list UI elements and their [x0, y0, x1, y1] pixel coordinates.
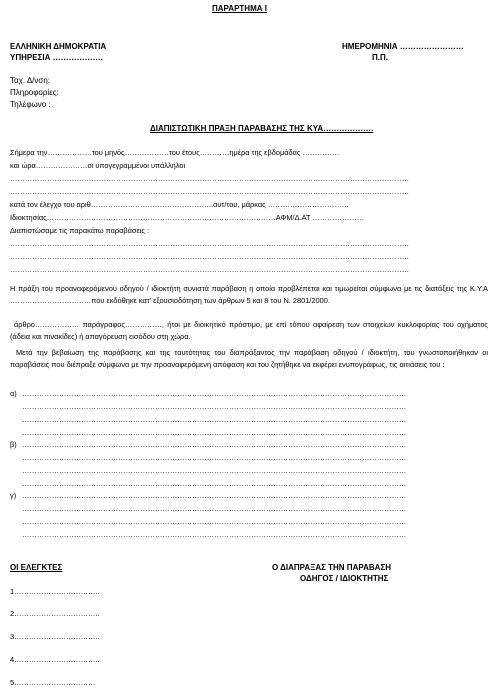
objections-paragraph: Μετά την βεβαίωση της παράβασης και της ταυτότητας του διαπράξαντος την παράβαση οδηγού / ιδιοκτήτη, του γνωστοποιήθηκαν οι παραβάσεις που διέπραξε σύμφωνα με την προαναφερόμενη απόφαση και του ζητήθηκε να εκφέρει ενυπογράφως, τις αιτιάσεις του :	[10, 348, 488, 369]
protocol-label: Π.Π.	[372, 53, 388, 62]
owner-line: Ιδιοκτησίας…………………………………………………………………………………ΑΦΜ/Δ.ΑΤ …………………	[10, 213, 365, 222]
item-gamma-label: γ)	[10, 491, 17, 500]
offender-subtitle: ΟΔΗΓΟΣ / ΙΔΙΟΚΤΗΤΗΣ	[300, 574, 389, 583]
penalty-paragraph: άρθρο……………… παράγραφος……………, ήτοι με διοικητικό πρόστιμο, με επί τόπου αφαίρεση των στοιχείων κυκλοφορίας του οχήματος (άδεια και πινακίδες) ή απαγόρευση εισόδου στη χώρα.	[10, 320, 488, 341]
violations-found-label: Διαπιστώσαμε τις παρακάτω παραβάσεις :	[10, 226, 150, 235]
legal-basis-paragraph: Η πράξη του προαναφερόμενου οδηγού / ιδιοκτήτη συνιστά παράβαση η οποία προβλέπεται και τιμωρείται σύμφωνα με τις διατάξεις της Κ.Υ.Α ……………………………που εκδόθηκε κατ' εξουσιοδότηση των άρθρων 5 και 8 του Ν. 2801/2000.	[10, 284, 488, 305]
inspector-signature-line: 1……………………………..	[10, 587, 100, 596]
objection-line: …………………………………………………………………………………………………………………………………………	[22, 415, 407, 424]
act-title: ΔΙΑΠΙΣΤΩΤΙΚΗ ΠΡΑΞΗ ΠΑΡΑΒΑΣΗΣ ΤΗΣ ΚΥΑ……………….	[150, 124, 374, 133]
info-label: Πληροφορίες:	[10, 88, 59, 97]
republic-label: ΕΛΛΗΝΙΚΗ ΔΗΜΟΚΡΑΤΙΑ	[10, 42, 107, 51]
date-label: ΗΜΕΡΟΜΗΝΙΑ ……………………	[342, 42, 464, 51]
objection-line: …………………………………………………………………………………………………………………………………………	[22, 466, 407, 475]
objection-line: …………………………………………………………………………………………………………………………………………	[22, 517, 407, 526]
inspector-signature-line: 5……………………………	[10, 678, 96, 687]
dotted-line: ………………………………………………………………………………………………………………………………………………	[10, 187, 410, 196]
inspectors-title: ΟΙ ΕΛΕΓΚΤΕΣ	[10, 563, 63, 572]
objection-line: …………………………………………………………………………………………………………………………………………	[22, 389, 407, 398]
inspector-signature-line: 3……………………………..	[10, 632, 100, 641]
dotted-line: ………………………………………………………………………………………………………………………………………………	[10, 174, 410, 183]
inspector-signature-line: 4……………………………..	[10, 655, 100, 664]
intro-date-line: Σήμερα την………………του μηνός………………του έτους…………ημέρα της εβδομάδας ……………	[10, 148, 340, 157]
dotted-line: ………………………………………………………………………………………………………………………………………………	[10, 265, 410, 274]
dotted-line: ………………………………………………………………………………………………………………………………………………	[10, 239, 410, 248]
service-label: ΥΠΗΡΕΣΙΑ ……………….	[10, 53, 103, 62]
inspector-signature-line: 2……………………………..	[10, 609, 100, 618]
phone-label: Τηλέφωνο :	[10, 100, 51, 109]
annex-title: ΠΑΡΑΡΤΗΜΑ Ι	[212, 4, 267, 13]
intro-time-line: και ώρα…………………οι υπογεγραμμένοι υπάλληλοι	[10, 161, 186, 170]
vehicle-line: κατά τον έλεγχο του αριθ…………………………………………..αυτ/του, μάρκας ……………………………	[10, 200, 350, 209]
objection-line: …………………………………………………………………………………………………………………………………………	[22, 428, 407, 437]
objection-line: …………………………………………………………………………………………………………………………………………	[22, 504, 407, 513]
objection-line: …………………………………………………………………………………………………………………………………………	[22, 440, 407, 449]
item-beta-label: β)	[10, 440, 17, 449]
objection-line: …………………………………………………………………………………………………………………………………………	[22, 402, 407, 411]
address-label: Ταχ. Δ/νση:	[10, 76, 51, 85]
objection-line: …………………………………………………………………………………………………………………………………………	[22, 453, 407, 462]
objection-line: …………………………………………………………………………………………………………………………………………	[22, 491, 407, 500]
objection-line: …………………………………………………………………………………………………………………………………………	[22, 479, 407, 488]
objection-line: …………………………………………………………………………………………………………………………………………	[22, 530, 407, 539]
item-alpha-label: α)	[10, 389, 17, 398]
offender-title: Ο ΔΙΑΠΡΑΞΑΣ ΤΗΝ ΠΑΡΑΒΑΣΗ	[272, 563, 392, 572]
dotted-line: ………………………………………………………………………………………………………………………………………………	[10, 252, 410, 261]
